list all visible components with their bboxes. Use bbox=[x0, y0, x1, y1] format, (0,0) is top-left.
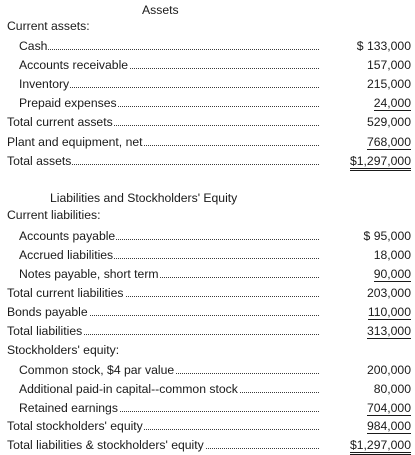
row-label: Notes payable, short term bbox=[19, 267, 159, 281]
amount-value: 133,000 bbox=[366, 39, 411, 53]
row-label: Additional paid-in capital--common stock bbox=[19, 382, 238, 396]
amount-figure bbox=[367, 401, 411, 416]
amount-figure bbox=[364, 229, 411, 243]
row-label: Accounts payable bbox=[19, 229, 116, 243]
row-amount bbox=[333, 437, 411, 455]
amount-value: 768,000 bbox=[366, 135, 411, 149]
statement-row bbox=[0, 57, 415, 73]
currency-symbol: $ bbox=[349, 438, 357, 452]
row-label: Total assets bbox=[7, 154, 72, 168]
row-label: Current assets: bbox=[7, 19, 90, 33]
currency-symbol: $ bbox=[356, 39, 364, 53]
statement-row bbox=[0, 418, 415, 434]
amount-value: 90,000 bbox=[373, 267, 411, 281]
row-label: Total liabilities bbox=[7, 324, 83, 338]
row-label: Retained earnings bbox=[19, 401, 118, 415]
row-label: Stockholders' equity: bbox=[7, 343, 120, 357]
amount-figure bbox=[350, 154, 411, 171]
statement-row bbox=[0, 437, 415, 453]
amount-figure bbox=[367, 419, 411, 434]
row-amount bbox=[333, 362, 411, 378]
statement-row bbox=[0, 362, 415, 378]
amount-value: 80,000 bbox=[373, 382, 411, 396]
statement-row bbox=[0, 381, 415, 397]
amount-value: 157,000 bbox=[366, 58, 411, 72]
row-amount bbox=[333, 304, 411, 320]
row-label: Current liabilities: bbox=[7, 208, 101, 222]
amount-figure bbox=[367, 324, 411, 339]
amount-figure bbox=[367, 286, 411, 300]
row-amount bbox=[333, 38, 411, 54]
amount-figure bbox=[374, 248, 411, 262]
row-label: Inventory bbox=[19, 77, 70, 91]
row-amount bbox=[333, 153, 411, 171]
row-amount bbox=[333, 228, 411, 244]
statement-row bbox=[0, 304, 415, 320]
amount-figure bbox=[350, 438, 411, 455]
row-amount bbox=[333, 285, 411, 301]
amount-value: 110,000 bbox=[367, 305, 411, 319]
row-label: Plant and equipment, net bbox=[7, 135, 143, 149]
amount-figure bbox=[374, 96, 411, 111]
amount-value: 24,000 bbox=[373, 96, 411, 110]
amount-value: 200,000 bbox=[366, 363, 411, 377]
row-label: Bonds payable bbox=[7, 305, 88, 319]
amount-value: 95,000 bbox=[373, 229, 411, 243]
row-label: Cash bbox=[19, 39, 48, 53]
amount-figure bbox=[374, 382, 411, 396]
dot-leader bbox=[19, 49, 319, 50]
row-amount bbox=[333, 381, 411, 397]
row-label: Total current assets bbox=[7, 115, 113, 129]
currency-symbol: $ bbox=[363, 229, 371, 243]
amount-value: 984,000 bbox=[366, 419, 411, 433]
row-label: Accrued liabilities bbox=[19, 248, 114, 262]
row-label: Total current liabilities bbox=[7, 286, 124, 300]
row-label: Total liabilities & stockholders' equity bbox=[7, 438, 204, 452]
row-label: Common stock, $4 par value bbox=[19, 363, 175, 377]
row-amount bbox=[333, 418, 411, 434]
currency-symbol: $ bbox=[349, 154, 357, 168]
row-amount bbox=[333, 134, 411, 150]
statement-row bbox=[0, 207, 415, 223]
amount-value: 203,000 bbox=[366, 286, 411, 300]
row-amount bbox=[333, 95, 411, 111]
statement-row bbox=[0, 247, 415, 263]
row-amount bbox=[333, 247, 411, 263]
amount-figure bbox=[367, 58, 411, 72]
amount-figure bbox=[367, 363, 411, 377]
amount-figure bbox=[368, 305, 411, 320]
statement-row bbox=[0, 38, 415, 54]
amount-value: 1,297,000 bbox=[356, 438, 411, 452]
statement-row bbox=[0, 228, 415, 244]
row-amount bbox=[333, 323, 411, 339]
statement-row bbox=[0, 18, 415, 34]
statement-row bbox=[0, 285, 415, 301]
amount-value: 215,000 bbox=[366, 77, 411, 91]
row-amount bbox=[333, 266, 411, 282]
amount-value: 704,000 bbox=[366, 401, 411, 415]
statement-row bbox=[0, 400, 415, 416]
row-label: Accounts receivable bbox=[19, 58, 129, 72]
amount-value: 1,297,000 bbox=[356, 154, 411, 168]
amount-value: 18,000 bbox=[373, 248, 411, 262]
statement-row bbox=[0, 114, 415, 130]
amount-figure bbox=[357, 39, 411, 53]
amount-figure bbox=[374, 267, 411, 282]
row-label: Prepaid expenses bbox=[19, 96, 117, 110]
statement-row bbox=[0, 134, 415, 150]
amount-figure bbox=[367, 115, 411, 129]
row-amount bbox=[333, 57, 411, 73]
amount-figure bbox=[367, 135, 411, 150]
statement-row bbox=[0, 342, 415, 358]
row-amount bbox=[333, 114, 411, 130]
assets-heading: Assets bbox=[142, 3, 179, 17]
amount-value: 529,000 bbox=[366, 115, 411, 129]
amount-value: 313,000 bbox=[366, 324, 411, 338]
row-amount bbox=[333, 400, 411, 416]
statement-row bbox=[0, 95, 415, 111]
statement-row bbox=[0, 153, 415, 169]
statement-row bbox=[0, 323, 415, 339]
row-label: Total stockholders' equity bbox=[7, 419, 143, 433]
amount-figure bbox=[367, 77, 411, 91]
liabilities-equity-heading: Liabilities and Stockholders' Equity bbox=[50, 191, 238, 205]
row-amount bbox=[333, 76, 411, 92]
statement-row bbox=[0, 266, 415, 282]
statement-row bbox=[0, 76, 415, 92]
